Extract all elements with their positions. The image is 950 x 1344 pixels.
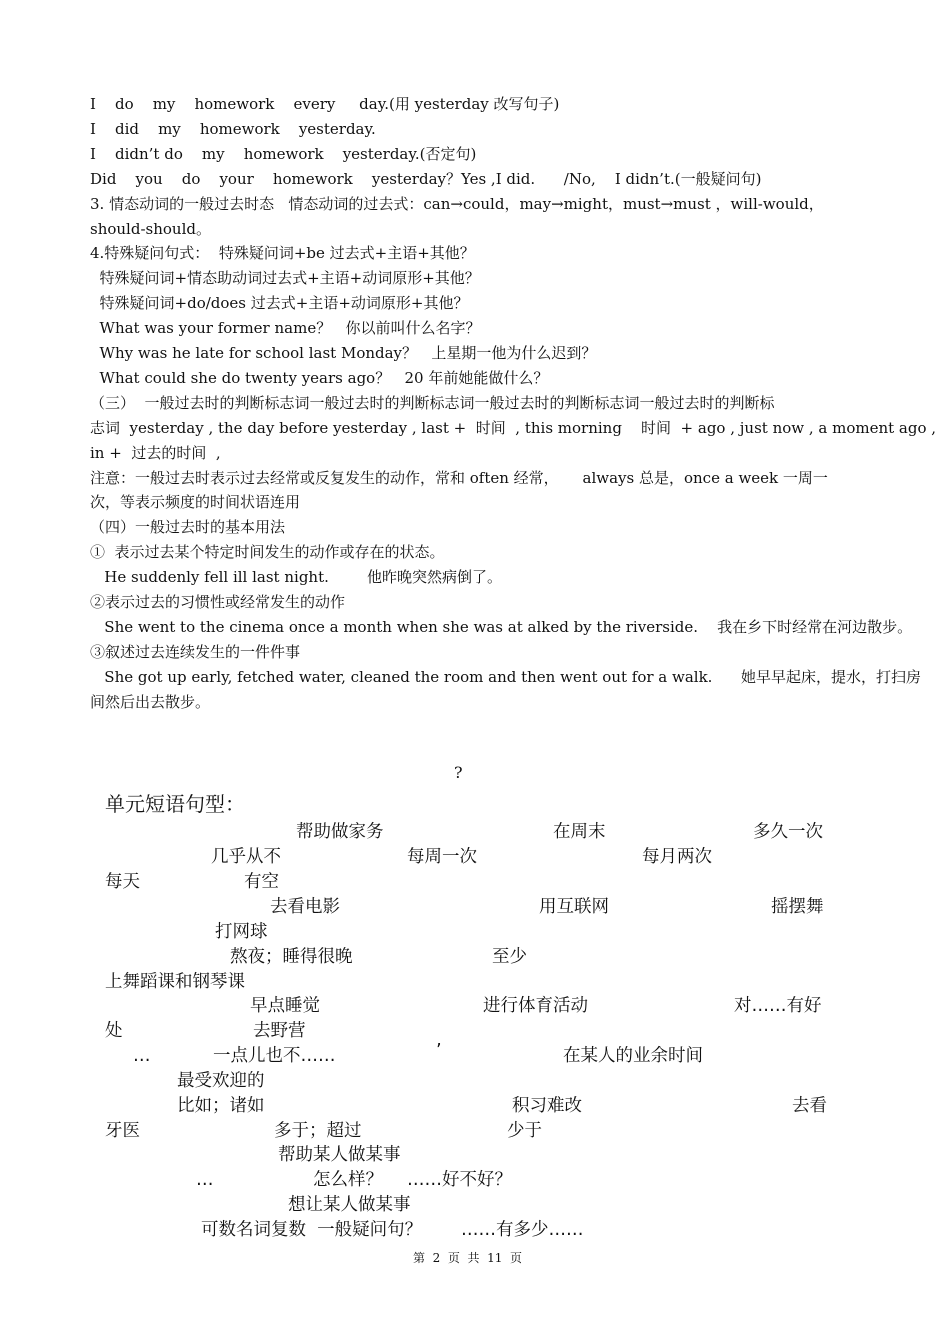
phrase-item: 牙医	[105, 1121, 140, 1141]
phrase-item: 在周末	[553, 822, 606, 842]
phrase-item: 多于；超过	[274, 1121, 362, 1141]
phrase-item: 一点儿也不……	[213, 1046, 336, 1066]
phrase-item: …	[196, 1170, 214, 1190]
phrase-item: 在某人的业余时间	[563, 1046, 703, 1066]
phrase-item: ’	[436, 1041, 442, 1061]
text-line: ③叙述过去连续发生的一件件事	[90, 643, 301, 661]
text-line: 志词 yesterday , the day before yesterday , last + 时间 , this morning 时间 + ago , just now , a moment ago ,	[90, 419, 937, 437]
phrase-item: 比如；诸如	[177, 1096, 265, 1116]
phrase-item: 打网球	[215, 922, 268, 942]
phrase-item: 可数名词复数 一般疑问句？	[201, 1220, 423, 1240]
text-line: ②表示过去的习惯性或经常发生的动作	[90, 593, 346, 611]
phrase-item: ……有多少……	[461, 1220, 584, 1240]
phrase-item: 去看	[792, 1096, 827, 1116]
phrase-item: 积习难改	[512, 1096, 582, 1116]
text-line: 3. 情态动词的一般过去时态 情态动词的过去式：can→could，may→might，must→must ，will-would，	[90, 195, 824, 213]
phrase-item: 上舞蹈课和钢琴课	[105, 972, 245, 992]
text-line: 间然后出去散步。	[90, 693, 211, 711]
text-line: Why was he late for school last Monday？ 上星期一他为什么迟到？	[90, 344, 597, 362]
phrase-item: 至少	[492, 947, 527, 967]
phrase-item: 有空	[244, 872, 279, 892]
phrase-item: 摇摆舞	[771, 897, 824, 917]
phrase-item: 对……有好	[734, 996, 822, 1016]
text-line: 注意：一般过去时表示过去经常或反复发生的动作，常和 often 经常， always 总是，once a week 一周一	[90, 469, 828, 487]
example-sentence: He suddenly fell ill last night. 他昨晚突然病倒了。	[90, 568, 503, 586]
text-line: 特殊疑问词+情态助动词过去式+主语+动词原形+其他？	[90, 269, 480, 287]
unit-heading: 单元短语句型：	[105, 792, 245, 816]
text-line: ① 表示过去某个特定时间发生的动作或存在的状态。	[90, 543, 445, 561]
text-line: I didn’t do my homework yesterday.(否定句)	[90, 145, 477, 163]
phrase-item: 几乎从不	[211, 847, 281, 867]
phrase-item: …	[133, 1046, 151, 1066]
phrase-item: 用互联网	[539, 897, 609, 917]
phrase-item: 每月两次	[642, 847, 712, 867]
example-sentence: She got up early, fetched water, cleaned the room and then went out for a walk. 她早早起床，提水，打扫房	[90, 668, 922, 686]
example-sentence: She went to the cinema once a month when she was at alked by the riverside. 我在乡下时经常在河边散步。	[90, 618, 913, 636]
phrase-item: 早点睡觉	[250, 996, 320, 1016]
text-line: 特殊疑问词+do/does 过去式+主语+动词原形+其他？	[90, 294, 469, 312]
phrase-item: 少于	[507, 1121, 542, 1141]
text-line: 次，等表示频度的时间状语连用	[90, 493, 301, 511]
phrase-item: 进行体育活动	[483, 996, 588, 1016]
phrase-item: 每周一次	[407, 847, 477, 867]
phrase-item: ……好不好？	[407, 1170, 512, 1190]
text-line: 4.特殊疑问句式： 特殊疑问词+be 过去式+主语+其他？	[90, 244, 475, 262]
text-line: I did my homework yesterday.	[90, 120, 376, 138]
section-heading: （四）一般过去时的基本用法	[90, 518, 286, 536]
phrase-item: 最受欢迎的	[177, 1071, 265, 1091]
phrase-item: 想让某人做某事	[288, 1195, 411, 1215]
text-line: What was your former name？ 你以前叫什么名字？	[90, 319, 481, 337]
text-line: Did you do your homework yesterday？Yes ,I did. /No, I didn’t.(一般疑问句)	[90, 170, 762, 188]
question-mark: ?	[454, 763, 463, 782]
phrase-item: 多久一次	[753, 822, 823, 842]
phrase-item: 每天	[105, 872, 140, 892]
text-line: should-should。	[90, 220, 211, 238]
text-line: I do my homework every day.(用 yesterday 改写句子)	[90, 95, 560, 113]
text-line: （三） 一般过去时的判断标志词一般过去时的判断标志词一般过去时的判断标志词一般过去时的判断标	[90, 394, 775, 412]
page-footer: 第 2 页 共 11 页	[413, 1251, 523, 1265]
phrase-item: 帮助某人做某事	[278, 1145, 401, 1165]
phrase-item: 处	[105, 1021, 123, 1041]
text-line: What could she do twenty years ago？ 20 年前她能做什么？	[90, 369, 549, 387]
phrase-item: 熬夜；睡得很晚	[230, 947, 353, 967]
text-line: in + 过去的时间 ,	[90, 444, 221, 462]
phrase-item: 怎么样？	[313, 1170, 383, 1190]
phrase-item: 去野营	[253, 1021, 306, 1041]
phrase-item: 去看电影	[270, 897, 340, 917]
phrase-item: 帮助做家务	[296, 822, 384, 842]
